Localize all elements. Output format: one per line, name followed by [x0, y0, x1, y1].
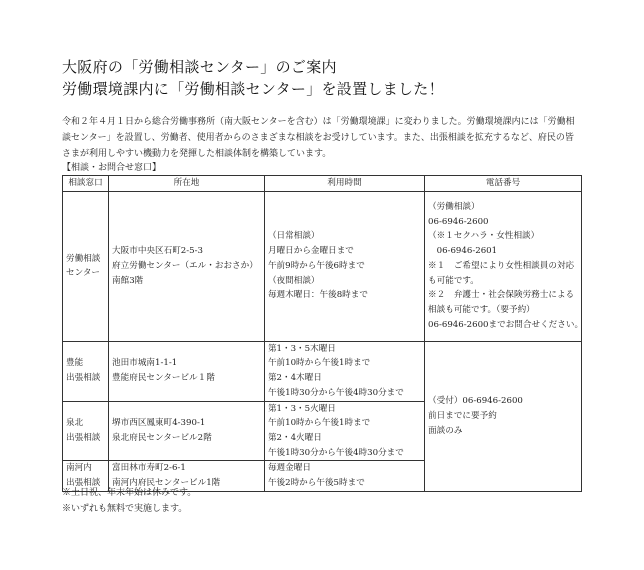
toyono-hours-2: 午前10時から午後1時まで [267, 358, 371, 369]
minamikawachi-name-2: 出張相談 [66, 478, 101, 489]
center-phone-4: 06-6946-2601 [428, 246, 498, 257]
center-name-1: 労働相談 [66, 253, 101, 264]
table-row-toyono [63, 341, 582, 401]
toyono-hours-4: 午後1時30分から午後4時30分まで [267, 387, 404, 398]
section-label: 【相談・お問合せ窓口】 [62, 163, 162, 173]
center-address-2: 府立労働センター（エル・おおさか）南館3階 [112, 260, 258, 286]
center-hours-cell [264, 191, 424, 341]
page-title-line2: 労働環境課内に「労働相談センター」を設置しました！ [62, 80, 444, 98]
center-phone-7: 06-6946-2600までお問合せください。 [428, 319, 584, 330]
senboku-name-2: 出張相談 [66, 432, 101, 443]
footnote-1: ※土日祝、年末年始は休みです。 [62, 488, 197, 498]
center-phone-cell [425, 191, 582, 341]
toyono-address-cell [109, 341, 265, 401]
toyono-name-2: 出張相談 [66, 373, 101, 384]
center-phone-3: （※１セクハラ・女性相談） [428, 231, 540, 242]
senboku-address-1: 堺市西区鳳東町4-390-1 [112, 418, 206, 429]
center-name-cell [63, 191, 109, 341]
senboku-hours-cell [264, 401, 424, 461]
center-hours-4: （夜間相談） [267, 275, 320, 286]
senboku-address-cell [109, 401, 265, 461]
toyono-name-cell [63, 341, 109, 401]
senboku-name-cell [63, 401, 109, 461]
header-window: 相談窓口 [63, 176, 109, 192]
senboku-name-1: 泉北 [66, 418, 84, 429]
senboku-hours-2: 午前10時から午後1時まで [267, 418, 371, 429]
contact-table [62, 175, 582, 492]
center-name-2: センター [66, 268, 101, 279]
minamikawachi-hours-1: 毎週金曜日 [267, 463, 311, 474]
minamikawachi-name-1: 南河内 [66, 463, 92, 474]
toyono-hours-3: 第2・4木曜日 [267, 373, 322, 384]
header-hours: 利用時間 [264, 176, 424, 192]
toyono-address-1: 池田市城南1-1-1 [112, 358, 178, 369]
footnote-2: ※いずれも無料で実施します。 [62, 504, 188, 514]
senboku-address-2: 泉北府民センタービル2階 [112, 432, 212, 443]
branch-phone-cell [425, 341, 582, 491]
branch-phone-1: （受付）06-6946-2600 [428, 396, 523, 407]
footnotes [62, 485, 196, 517]
table-row-center [63, 191, 582, 341]
minamikawachi-hours-cell [264, 461, 424, 491]
branch-phone-3: 面談のみ [428, 425, 463, 436]
toyono-name-1: 豊能 [66, 358, 84, 369]
senboku-hours-4: 午後1時30分から午後4時30分まで [267, 447, 404, 458]
center-hours-5: 毎週木曜日：午後8時まで [267, 290, 368, 301]
minamikawachi-hours-2: 午後2時から午後5時まで [267, 478, 365, 489]
branch-phone-2: 前日までに要予約 [428, 410, 497, 421]
center-phone-2: 06-6946-2600 [428, 216, 489, 227]
center-phone-1: （労働相談） [428, 202, 480, 213]
center-phone-6: ※２ 弁護士・社会保険労務士による相談も可能です。（要予約） [428, 290, 575, 315]
table-header-row [63, 176, 582, 192]
minamikawachi-address-2: 南河内府民センタービル1階 [112, 478, 221, 489]
center-hours-2: 月曜日から金曜日まで [267, 246, 354, 257]
center-hours-1: （日常相談） [267, 231, 320, 242]
toyono-address-2: 豊能府民センタービル１階 [112, 373, 215, 384]
center-address-1: 大阪市中央区石町2-5-3 [112, 246, 203, 257]
senboku-hours-1: 第1・3・5火曜日 [267, 403, 336, 414]
header-phone: 電話番号 [425, 176, 582, 192]
toyono-hours-cell [264, 341, 424, 401]
center-phone-5: ※１ ご希望により女性相談員の対応も可能です。 [428, 260, 575, 286]
header-address: 所在地 [109, 176, 265, 192]
senboku-hours-3: 第2・4火曜日 [267, 432, 322, 443]
center-address-cell [109, 191, 265, 341]
intro-paragraph: 令和２年４月１日から総合労働事務所（南大阪センターを含む）は「労働環境課」に変わりました。労働環境課内には「労働相談センター」を設置し、労働者、使用者からのさまざまな相談をお受けしています。また、出張相談を拡充するなど、府民の皆さまが利用しやすい機動力を発揮した相談体制を構築しています。 [62, 117, 575, 159]
toyono-hours-1: 第1・3・5木曜日 [267, 343, 336, 354]
center-hours-3: 午前9時から午後6時まで [267, 260, 365, 271]
minamikawachi-address-1: 富田林市寿町2-6-1 [112, 463, 186, 474]
page-title-line1: 大阪府の「労働相談センター」のご案内 [62, 58, 337, 76]
